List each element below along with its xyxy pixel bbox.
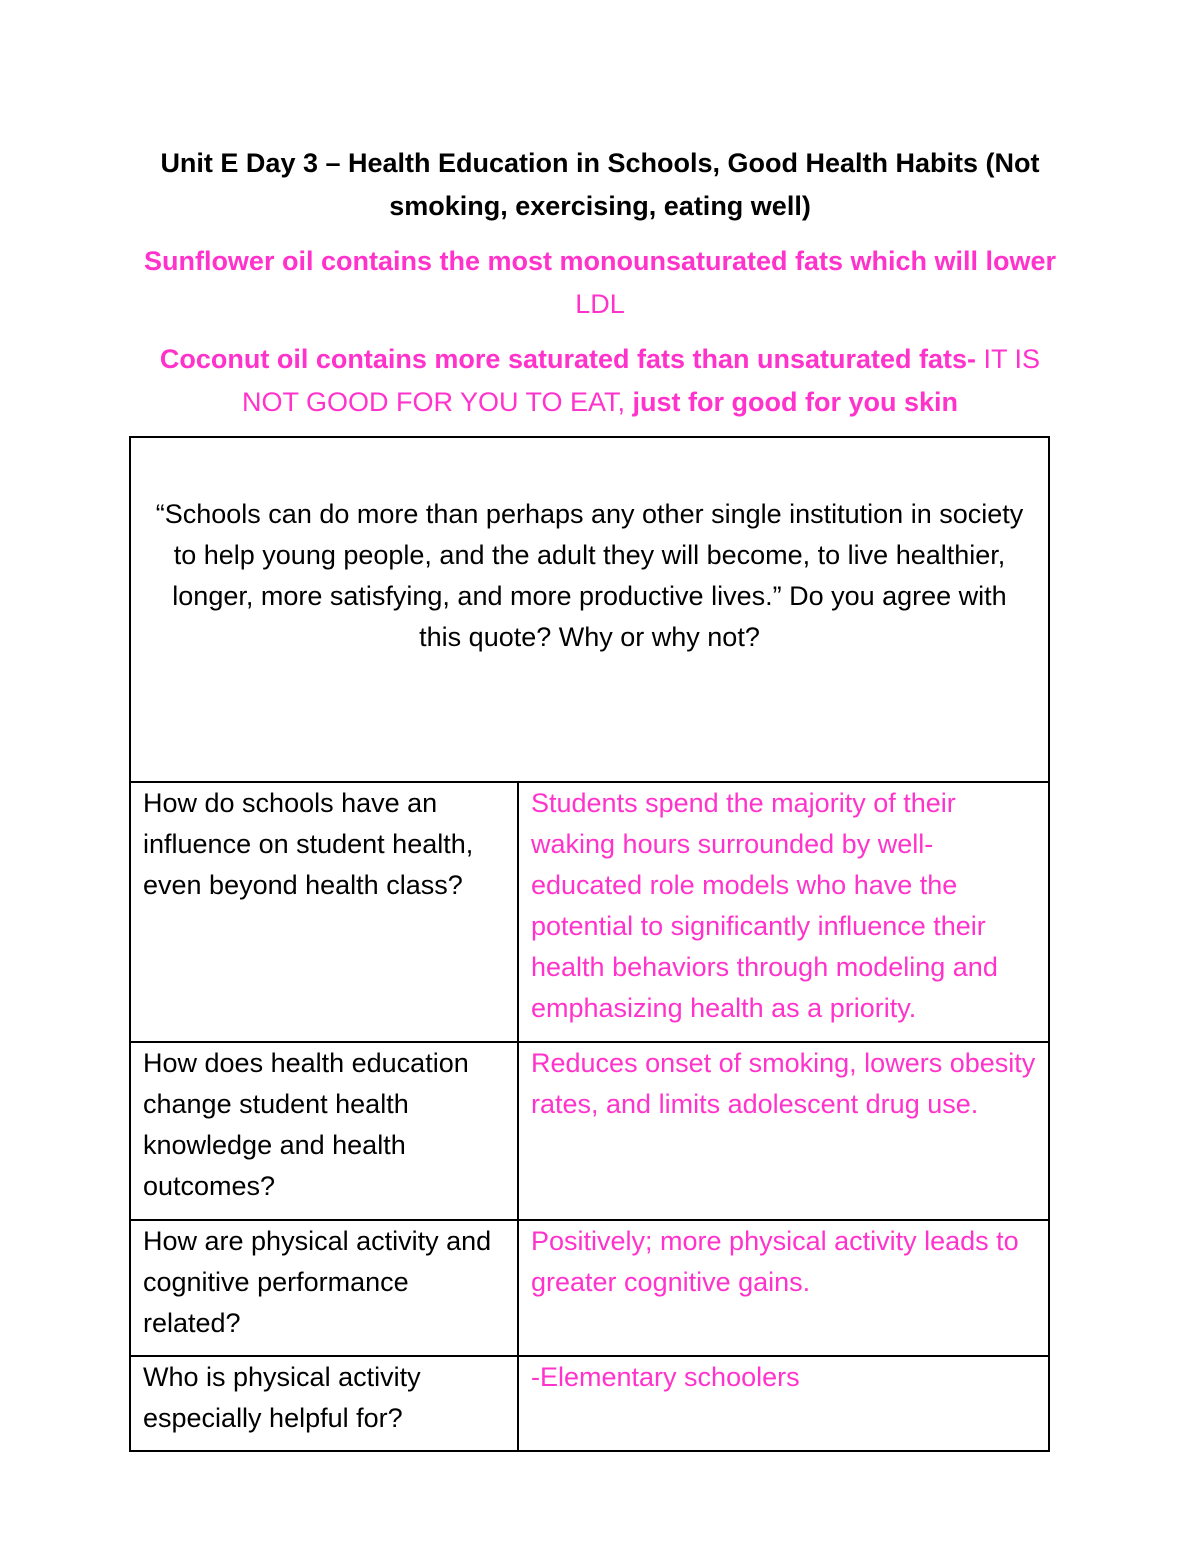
table-row (130, 1220, 1049, 1356)
question-cell: How do schools have an influence on student health, even beyond health class? (130, 782, 518, 1042)
coconut-oil-note-bold-end: just for good for you skin (625, 387, 959, 417)
worksheet-table (129, 436, 1050, 1452)
answer-cell: -Elementary schoolers (518, 1356, 1049, 1451)
question-cell: How does health education change student health knowledge and health outcomes? (130, 1042, 518, 1220)
coconut-oil-note-bold: Coconut oil contains more saturated fats than unsaturated fats- (159, 344, 977, 374)
coconut-oil-note (140, 338, 1060, 424)
sunflower-oil-note-plain: LDL (575, 289, 625, 319)
answer-cell: Positively; more physical activity leads to greater cognitive gains. (518, 1220, 1049, 1356)
coconut-oil-note-plain: IT IS NOT GOOD FOR YOU TO EAT, (241, 344, 1041, 417)
table-row (130, 1356, 1049, 1451)
question-cell: Who is physical activity especially helpful for? (130, 1356, 518, 1451)
quote-row (130, 437, 1049, 782)
page-title: Unit E Day 3 – Health Education in Schools, Good Health Habits (Not smoking, exercising, eating well) (160, 148, 1040, 221)
answer-cell: Reduces onset of smoking, lowers obesity rates, and limits adolescent drug use. (518, 1042, 1049, 1220)
quote-cell: “Schools can do more than perhaps any other single institution in society to help young people, and the adult they will become, to live healthier, longer, more satisfying, and more productive lives.” Do you agree with this quote? Why or why not? (130, 437, 1049, 782)
question-cell: How are physical activity and cognitive performance related? (130, 1220, 518, 1356)
sunflower-oil-note-bold: Sunflower oil contains the most monounsaturated fats which will lower (143, 246, 1057, 276)
table-row (130, 782, 1049, 1042)
answer-cell: Students spend the majority of their waking hours surrounded by well-educated role models who have the potential to significantly influence their health behaviors through modeling and emphasizing health as a priority. (518, 782, 1049, 1042)
table-row (130, 1042, 1049, 1220)
sunflower-oil-note (140, 240, 1060, 326)
